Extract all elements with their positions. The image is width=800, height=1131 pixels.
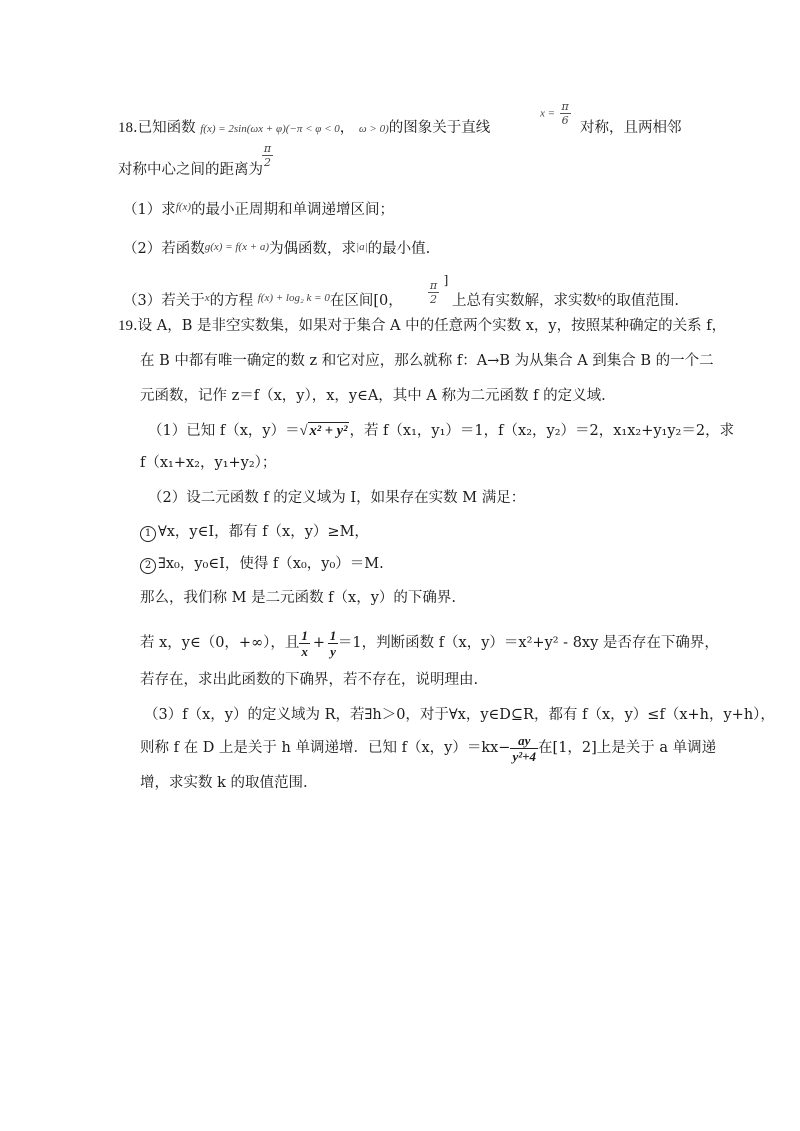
q19-p2-g: 若存在，求出此函数的下确界，若不存在，说明理由. (140, 672, 479, 688)
q18-dist-num: π (263, 142, 272, 155)
q19-p2-d: 那么，我们称 M 是二元函数 f（x，y）的下确界. (140, 590, 457, 606)
q18-p2-text: 为偶函数，求 (269, 241, 357, 257)
q18-p3-text: 的方程 (209, 293, 254, 309)
q18-p3-label: （3）若关于 (123, 293, 205, 309)
q18-omega-cond: ω > 0) (358, 123, 389, 135)
q19-p2-e (140, 625, 719, 661)
q19-p3-frac-den: y²+4 (512, 748, 537, 764)
q19-p3-b1: 则称 f 在 D 上是关于 h 单调递增．已知 f（x，y）＝kx− (140, 740, 511, 756)
q19-p1-b: ，若 f（x₁，y₁）＝1，f（x₂，y₂）＝2，x₁x₂+y₁y₂＝2，求 (349, 423, 735, 439)
q19-p1-c: f（x₁+x₂，y₁+y₂）； (140, 455, 277, 471)
q18-p3-int-close: ] (443, 273, 449, 287)
q19-p2-e1: 若 x，y∈（0，+∞），且 (140, 635, 300, 651)
q19-l1: .设 A，B 是非空实数集，如果对于集合 A 中的任意两个实数 x，y，按照某种确定的关系 f， (133, 318, 727, 334)
q18-part2 (123, 237, 430, 259)
q18-line-frac (560, 100, 571, 127)
q18-p3-int-open: [0， (373, 293, 403, 309)
q19-p2-frac1-num: 1 (301, 627, 308, 643)
q18-p3-k: k (597, 292, 602, 304)
q18-p3-tail: 的取值范围. (601, 293, 679, 309)
q18-dist-den: 2 (264, 156, 271, 169)
q19-cond1 (140, 522, 369, 542)
q19-l2: 在 B 中都有唯一确定的数 z 和它对应，那么就称 f：A→B 为从集合 A 到集合 B 的一个二 (140, 353, 714, 369)
circled-one-icon: 1 (140, 526, 156, 542)
q19-p2-a: （2）设二元函数 f 的定义域为 I，如果存在实数 M 满足： (148, 490, 526, 506)
q19-p2-frac2-num: 1 (329, 627, 337, 643)
q18-line-frac-num: π (561, 100, 569, 113)
q18-p3-int-den: 2 (430, 292, 437, 306)
q18-dist-frac-wrap (262, 142, 273, 169)
q18-part3-end (452, 288, 679, 311)
q18-p3-x: x (204, 292, 210, 304)
q19-p3-c: 增，求实数 k 的取值范围. (140, 775, 308, 791)
q19-p3-frac-num: ay (518, 732, 531, 748)
q19-p2-e2: ＝1，判断函数 f（x，y）＝x²+y² - 8xy 是否存在下确界， (337, 635, 719, 651)
q19-p1-sqrt-radicand: x² + y² (309, 423, 348, 439)
q18-p3-eq: f(x) + log₂ k = 0 (257, 292, 330, 304)
q18-p2-label: （2）若函数 (123, 241, 205, 257)
q18-intro-end: 对称，且两相邻 (580, 120, 682, 136)
q18-part3 (123, 288, 403, 311)
q19-p3-frac (510, 733, 538, 764)
q18-p2-end: 的最小值. (367, 241, 431, 257)
q18-p3-int-num: π (429, 278, 438, 292)
q19-p2-plus: + (312, 635, 326, 651)
q19-line1 (118, 316, 726, 336)
q18-part1 (123, 197, 394, 220)
q19-p2-c1: ∀x，y∈I，都有 f（x，y）≥M， (158, 524, 369, 540)
q18-dist-frac (262, 142, 273, 169)
q19-part1 (148, 421, 734, 441)
q18-line2-text: 对称中心之间的距离为 (118, 162, 263, 178)
q18-line-eq (540, 100, 571, 127)
q18-line-frac-den: 6 (561, 114, 569, 127)
q18-p1-label: （1）求 (123, 202, 176, 218)
q18-intro-mid: 的图象关于直线 (388, 120, 491, 136)
q18-p3-mid: 在区间 (329, 293, 374, 309)
q18-p3-int-frac (428, 279, 439, 306)
q19-p3-a: （3）f（x，y）的定义域为 R，若∃h＞0，对于∀x，y∈D⊆R，都有 f（x，y）≤f（x+h，y+h）， (144, 707, 775, 723)
q18-p3-int-frac-wrap (428, 270, 448, 306)
q18-p3-end: 上总有实数解，求实数 (452, 293, 597, 309)
q18-intro-prefix: .已知函数 (133, 120, 196, 136)
q19-p3-b2: 在[1，2]上是关于 a 单调递 (538, 740, 717, 756)
q19-p2-frac1 (299, 628, 310, 659)
q18-p1-func: f(x) (175, 201, 191, 213)
q18-line2 (118, 160, 263, 180)
q19-l3: 元函数，记作 z＝f（x，y），x，y∈A，其中 A 称为二元函数 f 的定义域. (140, 388, 606, 404)
q19-p3-b (140, 730, 716, 766)
q18-p2-func: g(x) = f(x + a) (204, 241, 270, 253)
q19-p2-frac2-den: y (330, 643, 336, 659)
q19-p2-c2: ∃x₀，y₀∈I，使得 f（x₀，y₀）＝M. (158, 556, 384, 572)
q18-line-x: x = (540, 107, 556, 120)
q19-number: 19 (118, 318, 133, 334)
q18-comma: ， (339, 120, 355, 136)
q19-p2-frac1-den: x (301, 643, 308, 659)
q19-p1-a: （1）已知 f（x，y）＝ (148, 423, 300, 439)
q18-p2-abs: |a| (356, 241, 368, 253)
q19-cond2 (140, 554, 384, 574)
q19-p1-sqrt: √ x² + y² (299, 423, 348, 439)
q18-p1-text: 的最小正周期和单调递增区间； (191, 202, 394, 218)
circled-two-icon: 2 (140, 558, 156, 574)
q18-func-def: f(x) = 2sin(ωx + φ)(−π < φ < 0 (200, 123, 340, 135)
q18-line1 (118, 118, 490, 139)
q18-number: 18 (118, 120, 133, 136)
q19-p2-frac2 (328, 628, 338, 659)
